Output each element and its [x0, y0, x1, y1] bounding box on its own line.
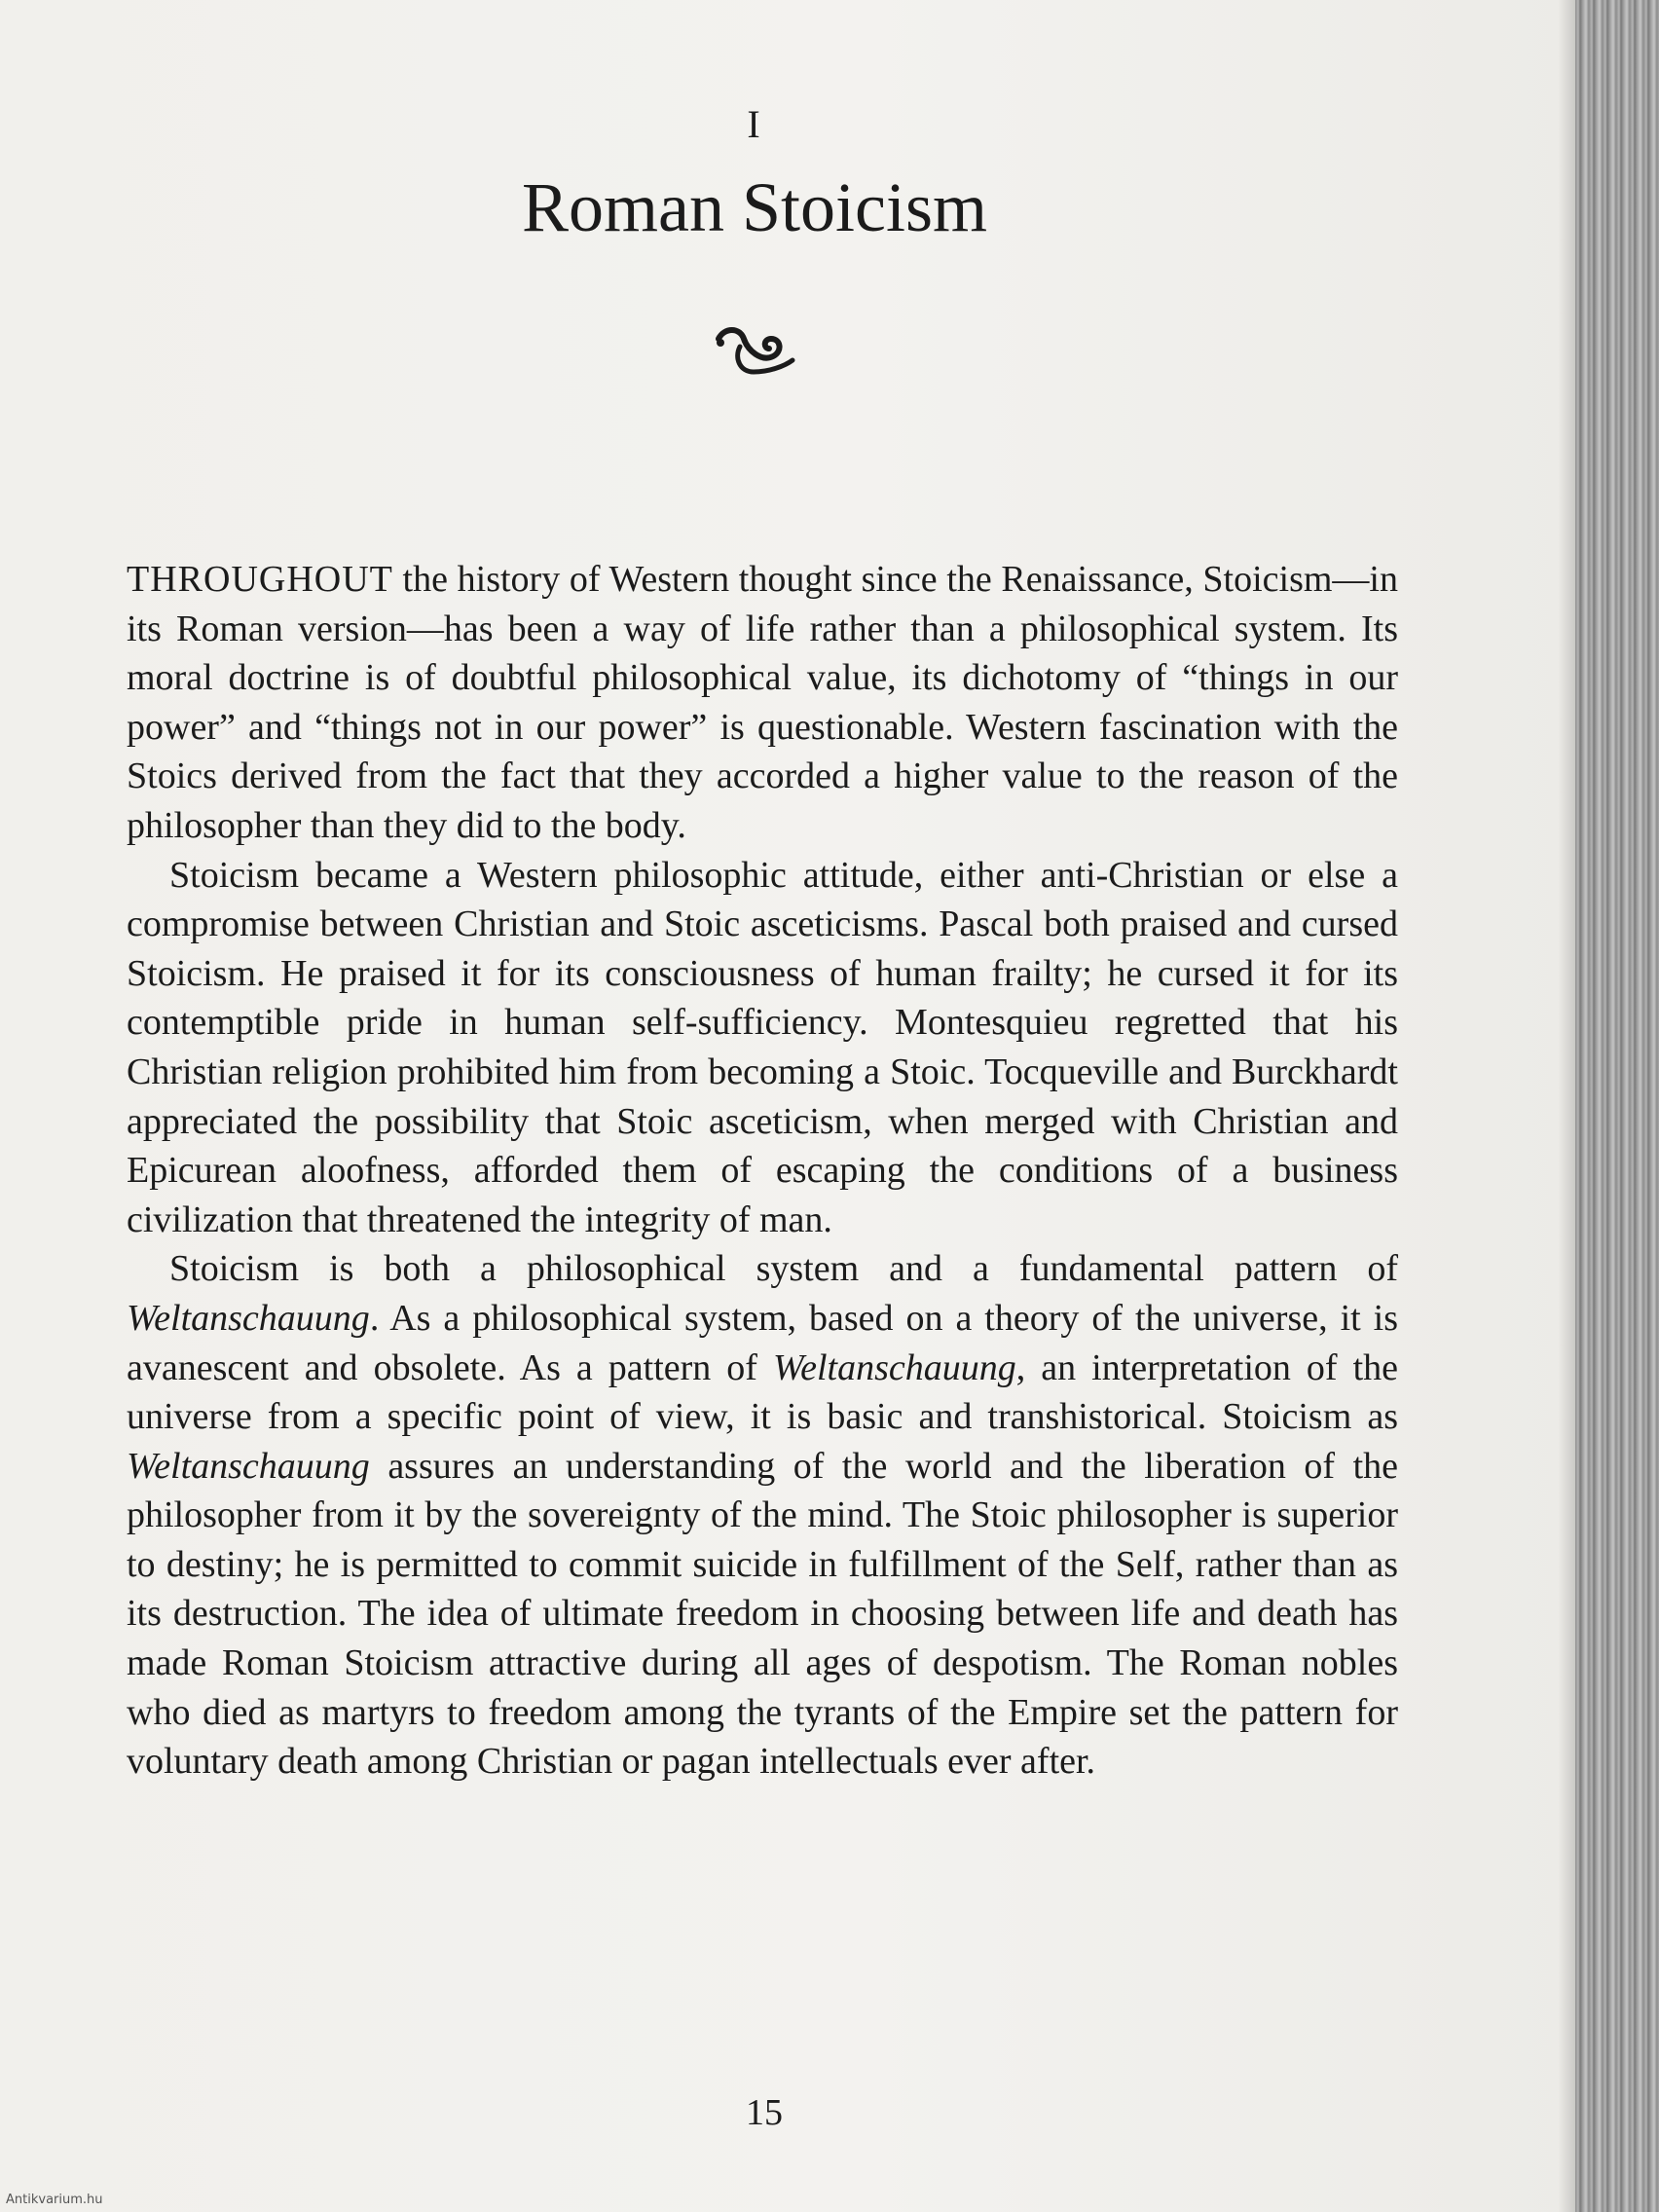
text-run: the history of Western thought since the Renaissance, Stoicism—in its Roman version—has been a way of life rather than a philosophical system. Its moral doctrine is of doubtful philosophical value, its dichotomy of “things in our power” and “things not in our power” is questionable. Western fascination with the Stoics derived from the fact that they accorded a higher value to the reason of the philosopher than they did to the body.	[127, 559, 1398, 846]
text-run: , an interpretation of the universe from a specific point of view, it is basic and transhistorical. Stoicism as	[127, 1346, 1398, 1438]
text-run: assures an understanding of the world and the liberation of the philosopher from it by the sovereignty of the mind. The Stoic philosopher is superior to destiny; he is permitted to commit suicide in fulfillment of the Self, rather than as its destruction. The idea of ultimate freedom in choosing between life and death has made Roman Stoicism attractive during all ages of despotism. The Roman nobles who died as martyrs to freedom among the tyrants of the Empire set the pattern for voluntary death among Christian or pagan intellectuals ever after.	[127, 1445, 1398, 1783]
page-stack-edge	[1575, 0, 1659, 2212]
body-paragraph	[127, 1244, 1398, 1787]
body-paragraph	[127, 555, 1398, 851]
italic-term: Weltanschauung	[127, 1445, 370, 1487]
text-run: . As a philosophical system, based on a theory of the universe, it is avanescent and obsolete. As a pattern of	[127, 1297, 1398, 1388]
italic-term: Weltanschauung	[772, 1346, 1016, 1388]
page-number: 15	[746, 2092, 783, 2133]
text-run: Stoicism became a Western philosophic attitude, either anti-Christian or else a compromise between Christian and Stoic asceticisms. Pascal both praised and cursed Stoicism. He praised it for its consciousness of human frailty; he cursed it for its contemptible pride in human self-sufficiency. Montesquieu regretted that his Christian religion prohibited him from becoming a Stoic. Tocqueville and Burckhardt appreciated the possibility that Stoic asceticism, when merged with Christian and Epicurean aloofness, afforded them of escaping the conditions of a business civilization that threatened the integrity of man.	[127, 854, 1398, 1240]
body-paragraph	[127, 851, 1398, 1245]
text-run: Stoicism is both a philosophical system and a fundamental pattern of	[169, 1248, 1398, 1290]
italic-term: Weltanschauung	[127, 1297, 370, 1339]
watermark-text: Antikvarium.hu	[6, 2193, 103, 2207]
chapter-title: Roman Stoicism	[521, 168, 988, 246]
chapter-body-text	[127, 555, 1398, 1787]
chapter-number: I	[747, 102, 762, 146]
opening-word: THROUGHOUT	[127, 559, 393, 600]
fleuron-icon	[711, 321, 798, 380]
